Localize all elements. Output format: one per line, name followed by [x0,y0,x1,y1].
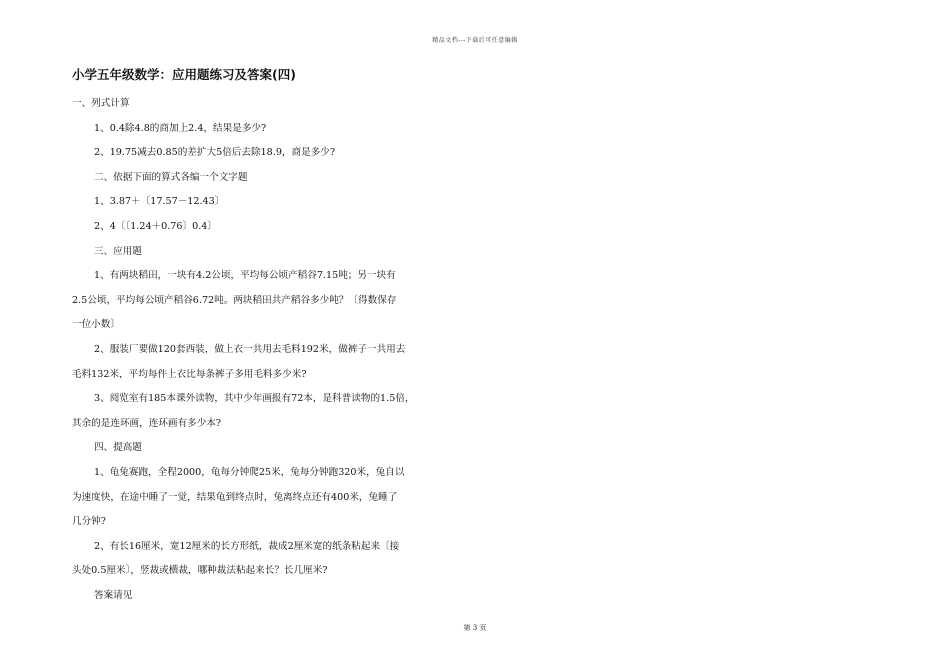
question-line: 3、阅览室有185本课外读物，其中少年画报有72本，是科普读物的1.5倍， [94,393,415,405]
question-line: 毛料132米，平均每件上衣比每条裤子多用毛料多少米? [72,368,307,380]
question-line: 2.5公顷，平均每公顷产稻谷6.72吨。两块稻田共产稻谷多少吨？〔得数保存 [72,294,397,306]
question-line: 几分钟? [72,516,106,528]
document-body [72,67,492,608]
question-line: 2、19.75减去0.85的差扩大5倍后去除18.9，商是多少? [94,147,336,159]
question-line: 为速度快，在途中睡了一觉，结果龟到终点时，兔离终点还有400米，兔睡了 [72,491,398,503]
section-heading-3: 三、应用题 [94,245,142,257]
question-line: 2、4〔〔1.24＋0.76〕0.4〕 [94,220,217,232]
question-line: 1、0.4除4.8的商加上2.4，结果是多少? [94,122,267,134]
header-note: 精品文档---下载后可任意编辑 [432,37,518,44]
question-line: 一位小数〕 [72,319,120,331]
section-heading-2: 二、依据下面的算式各编一个文字题 [94,171,248,183]
question-line: 1、龟兔赛跑，全程2000，龟每分钟爬25米，兔每分钟跑320米，兔自以 [94,466,405,478]
question-line: 其余的是连环画，连环画有多少本? [72,417,222,429]
question-line: 2、服装厂要做120套西装，做上衣一共用去毛料192米，做裤子一共用去 [94,343,406,355]
document-title: 小学五年级数学：应用题练习及答案(四) [72,67,296,82]
section-heading-4: 四、提高题 [94,442,142,454]
question-line: 1、3.87＋〔17.57－12.43〕 [94,196,225,208]
page-number: 第 3 页 [463,624,487,632]
section-heading-1: 一、列式计算 [72,98,130,109]
question-line: 2、有长16厘米，宽12厘米的长方形纸，裁成2厘米宽的纸条粘起来〔接 [94,540,400,552]
question-line: 1、有两块稻田，一块有4.2公顷，平均每公顷产稻谷7.15吨；另一块有 [94,270,396,282]
answer-note: 答案请见 [94,589,133,601]
question-line: 头处0.5厘米〕，竖裁或横裁，哪种裁法粘起来长？长几厘米? [72,565,328,577]
